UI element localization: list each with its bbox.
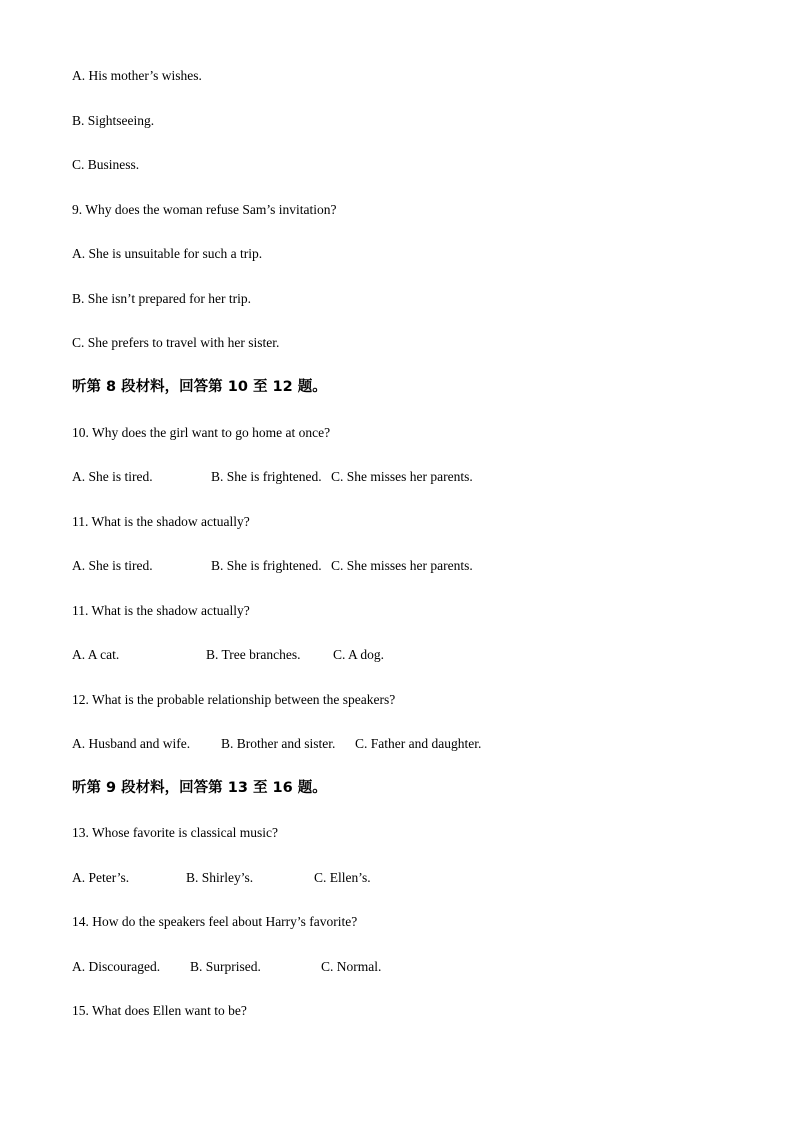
option-line: B. She isn’t prepared for her trip. (72, 291, 251, 306)
option-line: C. She prefers to travel with her sister. (72, 335, 280, 350)
question-13: 13. Whose favorite is classical music? (72, 825, 278, 840)
option-c: C. Ellen’s. (314, 870, 371, 885)
option-c: C. Father and daughter. (355, 736, 482, 751)
option-b: B. She is frightened. (211, 469, 322, 484)
option-c: C. She misses her parents. (331, 558, 473, 573)
option-b: B. She is frightened. (211, 558, 322, 573)
option-line: A. She is unsuitable for such a trip. (72, 246, 263, 261)
question-9: 9. Why does the woman refuse Sam’s invitation? (72, 202, 337, 217)
option-b: B. Brother and sister. (221, 736, 336, 751)
question-11: 11. What is the shadow actually? (72, 514, 250, 529)
option-a: A. She is tired. (72, 469, 153, 484)
option-c: C. Normal. (321, 959, 382, 974)
option-a: A. Husband and wife. (72, 736, 191, 751)
option-line: A. His mother’s wishes. (72, 68, 202, 83)
option-a: A. She is tired. (72, 558, 153, 573)
option-b: B. Surprised. (190, 959, 261, 974)
option-b: B. Tree branches. (206, 647, 301, 662)
section-heading-9: 听第 9 段材料，回答第 13 至 16 题。 (72, 780, 327, 796)
option-b: B. Shirley’s. (186, 870, 254, 885)
option-line: C. Business. (72, 157, 140, 172)
section-heading-8: 听第 8 段材料，回答第 10 至 12 题。 (72, 379, 327, 395)
option-c: C. She misses her parents. (331, 469, 473, 484)
option-a: A. Discouraged. (72, 959, 161, 974)
question-14: 14. How do the speakers feel about Harry’s favorite? (72, 914, 358, 929)
question-10: 10. Why does the girl want to go home at once? (72, 425, 331, 440)
option-c: C. A dog. (333, 647, 385, 662)
option-a: A. Peter’s. (72, 870, 130, 885)
option-a: A. A cat. (72, 647, 120, 662)
question-11: 11. What is the shadow actually? (72, 603, 250, 618)
question-12: 12. What is the probable relationship between the speakers? (72, 692, 396, 707)
option-line: B. Sightseeing. (72, 113, 155, 128)
question-15: 15. What does Ellen want to be? (72, 1003, 247, 1018)
